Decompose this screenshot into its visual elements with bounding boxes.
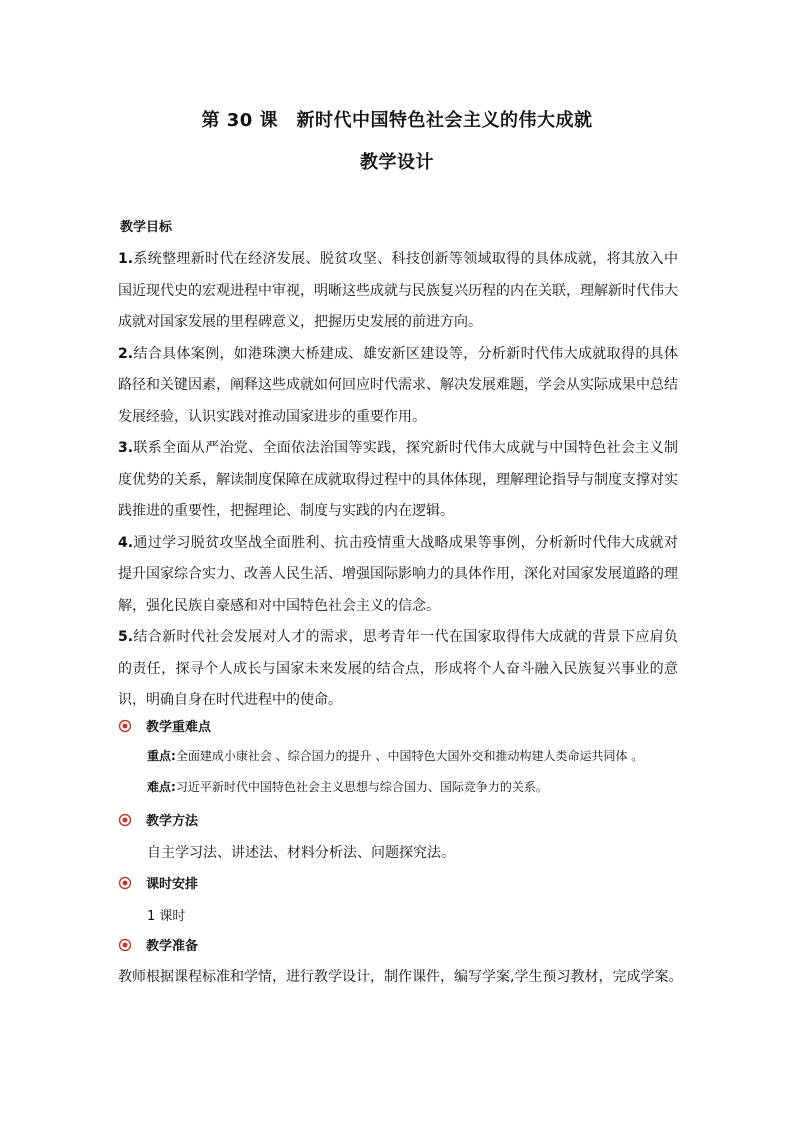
difficulty-label: 难点: [147, 780, 176, 794]
objective-item [118, 528, 678, 623]
objective-item [118, 433, 678, 528]
methods-heading: 教学方法 [146, 814, 199, 829]
objective-number: 2. [118, 345, 134, 362]
objective-item [118, 339, 678, 434]
lesson-subtitle: 教学设计 [360, 152, 434, 173]
objectives-list [118, 244, 678, 717]
objective-number: 4. [118, 534, 134, 551]
circled-dot-bullet-icon [118, 876, 132, 890]
preparation-heading-row [118, 935, 198, 954]
difficulty-text: 习近平新时代中国特色社会主义思想与综合国力、国际竞争力的关系。 [175, 780, 548, 794]
preparation-heading: 教学准备 [146, 939, 199, 954]
schedule-heading-row [118, 873, 198, 892]
objective-number: 5. [118, 629, 134, 645]
objective-number: 1. [118, 251, 134, 267]
focus-text: 全面建成小康社会 、综合国力的提升 、中国特色大国外交和推动构建人类命运共同体 。 [175, 749, 644, 763]
circled-dot-bullet-icon [118, 813, 132, 827]
lesson-title: 第 30 课 新时代中国特色社会主义的伟大成就 [201, 110, 593, 131]
objective-text: 结合新时代社会发展对人才的需求，思考青年一代在国家取得伟大成就的背景下应肩负的责任，探寻个人成长与国家未来发展的结合点，形成将个人奋斗融入民族复兴事业的意识，明确自身在时代进程中的使命。 [118, 629, 678, 708]
objective-number: 3. [118, 440, 134, 456]
objective-item [118, 244, 678, 339]
key-points-heading: 教学重难点 [146, 720, 212, 735]
objective-text: 系统整理新时代在经济发展、脱贫攻坚、科技创新等领域取得的具体成就，将其放入中国近现代史的宏观进程中审视，明晰这些成就与民族复兴历程的内在关联，理解新时代伟大成就对国家发展的里程碑意义，把握历史发展的前进方向。 [118, 251, 678, 330]
preparation-text: 教师根据课程标准和学情，进行教学设计，制作课件，编写学案,学生预习教材，完成学案。 [118, 969, 683, 985]
objective-text: 结合具体案例，如港珠澳大桥建成、雄安新区建设等，分析新时代伟大成就取得的具体路径和关键因素，阐释这些成就如何回应时代需求、解决发展难题，学会从实际成果中总结发展经验，认识实践对推动国家进步的重要作用。 [118, 345, 678, 425]
circled-dot-bullet-icon [118, 719, 132, 733]
schedule-text: 1 课时 [147, 909, 186, 924]
objective-item [118, 622, 678, 717]
methods-text: 自主学习法、讲述法、材料分析法、问题探究法。 [147, 845, 455, 861]
focus-line [147, 747, 643, 764]
difficulty-line [147, 778, 548, 795]
objective-text: 联系全面从严治党、全面依法治国等实践，探究新时代伟大成就与中国特色社会主义制度优势的关系，解读制度保障在成就取得过程中的具体体现，理解理论指导与制度支撑对实践推进的重要性，把握理论、制度与实践的内在逻辑。 [118, 440, 678, 519]
focus-label: 重点: [147, 749, 176, 763]
key-points-heading-row [118, 716, 211, 735]
schedule-heading: 课时安排 [146, 877, 199, 892]
methods-heading-row [118, 810, 198, 829]
circled-dot-bullet-icon [118, 938, 132, 952]
objectives-heading: 教学目标 [120, 220, 173, 235]
objective-text: 通过学习脱贫攻坚战全面胜利、抗击疫情重大战略成果等事例，分析新时代伟大成就对提升国家综合实力、改善人民生活、增强国际影响力的具体作用，深化对国家发展道路的理解，强化民族自豪感和对中国特色社会主义的信念。 [118, 534, 678, 614]
